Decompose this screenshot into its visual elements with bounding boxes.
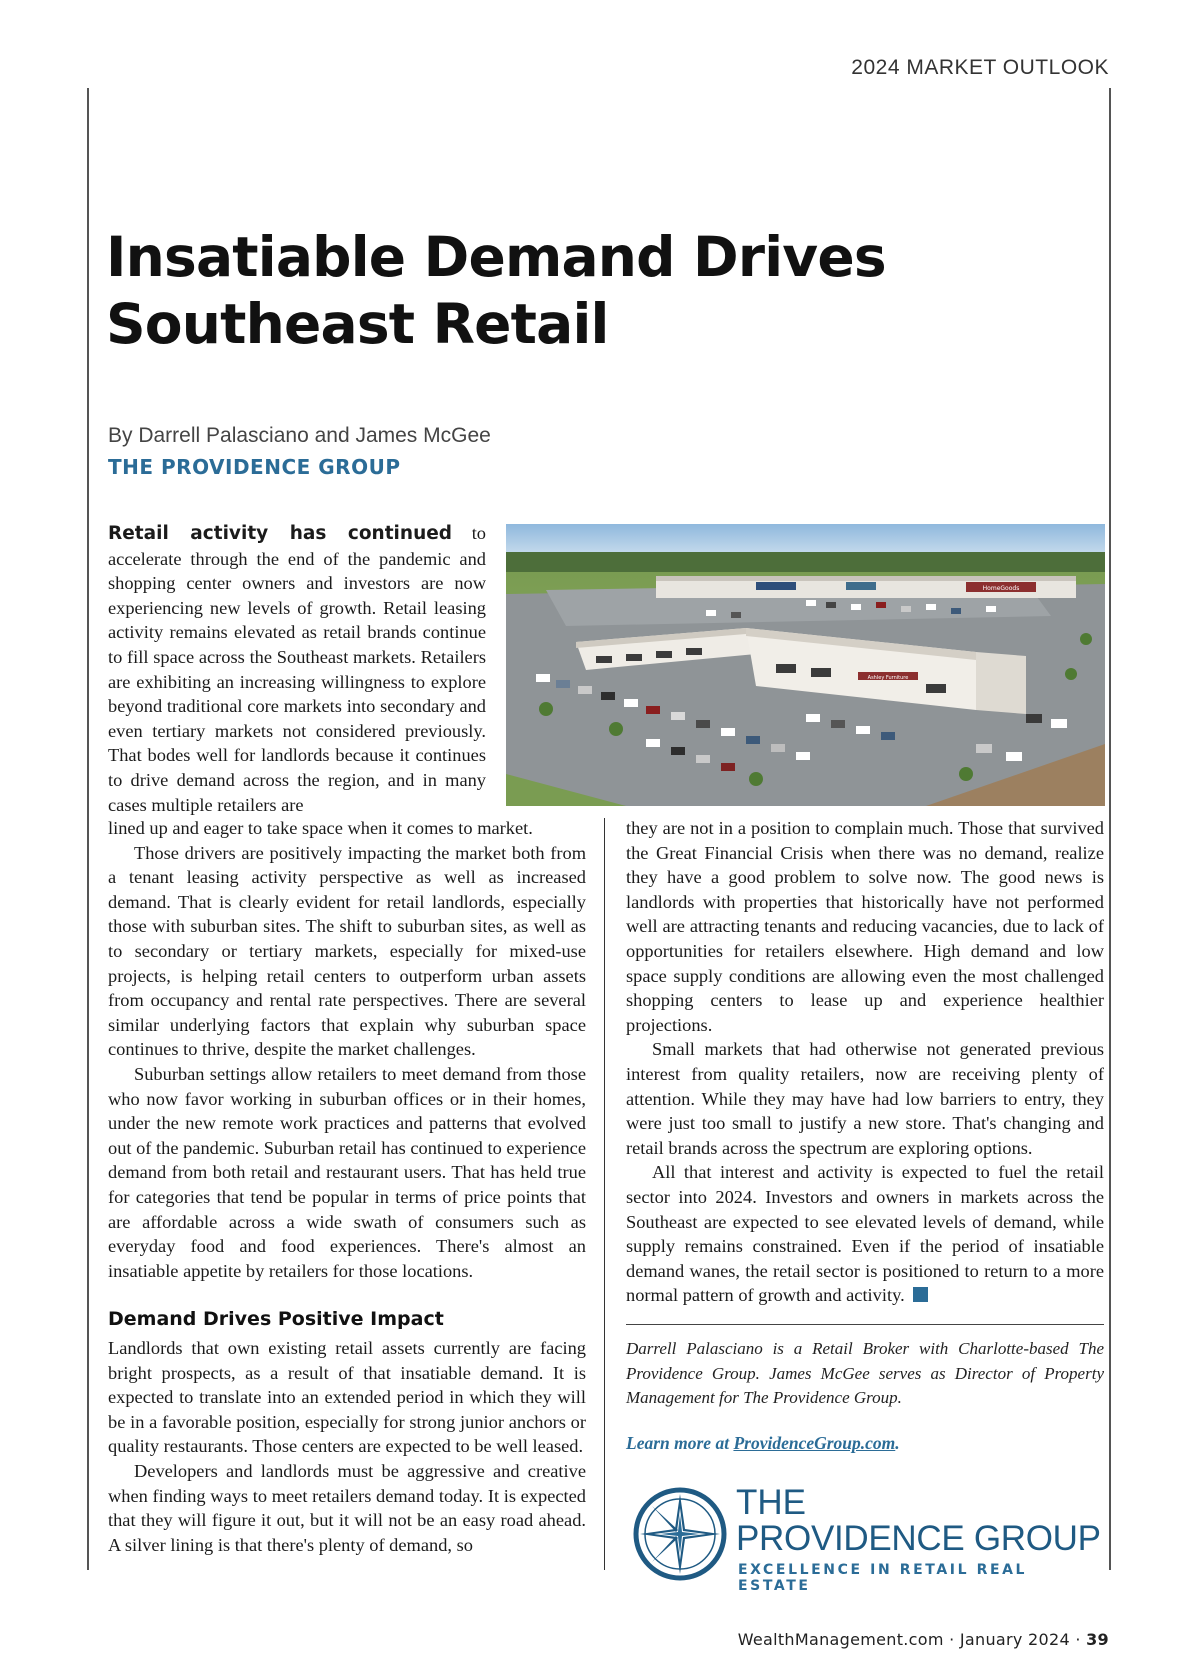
headline-line-1: Insatiable Demand Drives bbox=[106, 225, 886, 289]
paragraph-4: Landlords that own existing retail assets currently are facing bright prospects, as a result of that insatiable demand. It is expected to translate into an extended period in which they will be in a favorable position, especially for strong junior anchors or quality restaurants. Those centers are expected to be well leased. bbox=[108, 1338, 586, 1457]
author-organization: THE PROVIDENCE GROUP bbox=[108, 455, 401, 479]
paragraph-8: All that interest and activity is expected to fuel the retail sector into 2024. Investors and owners in markets across the Southeast are expected to see elevated levels of demand, while supply remains constrained. Even if the period of insatiable demand wanes, the retail sector is positioned to return to a more normal pattern of growth and activity. bbox=[626, 1162, 1104, 1306]
left-column-continued bbox=[108, 1336, 586, 1557]
learn-more bbox=[626, 1433, 900, 1454]
page-number: 39 bbox=[1086, 1630, 1109, 1649]
intro-tail: lined up and eager to take space when it comes to market. bbox=[108, 818, 533, 838]
paragraph-6: they are not in a position to complain much. Those that survived the Great Financial Crisis when there was no demand, realize they have a good problem to solve now. The good news is landlords with properties that historically have not performed well are attracting tenants and reducing vacancies, due to lack of opportunities for retailers elsewhere. High demand and low space supply conditions are allowing even the most challenged shopping centers to lease up and experience healthier projections. bbox=[626, 818, 1104, 1035]
learn-more-suffix: . bbox=[895, 1433, 900, 1453]
intro-text: to accelerate through the end of the pandemic and shopping center owners and investors are now experiencing new levels of growth. Retail leasing activity remains elevated as retail brands continue to fill space across the Southeast markets. Retailers are exhibiting an increasing willingness to explore beyond traditional core markets into secondary and even tertiary markets not considered previously. That bodes well for landlords because it continues to drive demand across the region, and in many cases multiple retailers are bbox=[108, 523, 486, 815]
right-column bbox=[626, 816, 1104, 1308]
page-footer bbox=[738, 1630, 1109, 1649]
article-headline bbox=[106, 224, 1006, 358]
byline: By Darrell Palasciano and James McGee bbox=[108, 424, 491, 447]
paragraph-7: Small markets that had otherwise not generated previous interest from quality retailers, now are receiving plenty of attention. While they may have had low barriers to entry, they were just too small to justify a new store. That's changing and retail brands across the spectrum are exploring options. bbox=[626, 1039, 1104, 1158]
left-margin-rule bbox=[87, 88, 89, 1570]
logo-tagline: EXCELLENCE IN RETAIL REAL ESTATE bbox=[738, 1562, 1028, 1594]
column-divider bbox=[604, 818, 605, 1570]
providence-group-link[interactable]: ProvidenceGroup.com bbox=[733, 1433, 896, 1453]
homegoods-sign: HomeGoods bbox=[982, 585, 1020, 592]
logo-line-2: PROVIDENCE GROUP bbox=[736, 1519, 1101, 1558]
author-bio: Darrell Palasciano is a Retail Broker with Charlotte-based The Providence Group. James McGee serves as Director of Property Management for The Providence Group. bbox=[626, 1339, 1104, 1407]
learn-more-prefix: Learn more at bbox=[626, 1433, 734, 1453]
paragraph-5: Developers and landlords must be aggressive and creative when finding ways to meet retailers demand today. It is expected that they will figure it out, but it will not be an easy road ahead. A silver lining is that there's plenty of demand, so bbox=[108, 1460, 586, 1555]
left-column bbox=[108, 816, 586, 1283]
paragraph-3: Suburban settings allow retailers to meet demand from those who now favor working in suburban offices or in their homes, under the new remote work practices and patterns that evolved out of the pandemic. Suburban retail has continued to experience demand from both retail and restaurant users. That has held true for categories that tend be popular in terms of price points that are affordable across a wide swath of consumers such as everyday food and food experiences. There's almost an insatiable appetite by retailers for those locations. bbox=[108, 1063, 586, 1281]
shopping-center-photo bbox=[506, 524, 1105, 806]
bio-divider bbox=[626, 1324, 1104, 1325]
section-label: 2024 MARKET OUTLOOK bbox=[851, 56, 1109, 79]
section-subhead: Demand Drives Positive Impact bbox=[108, 1308, 444, 1330]
headline-line-2: Southeast Retail bbox=[106, 292, 609, 356]
footer-publication: WealthManagement.com · January 2024 · bbox=[737, 1630, 1087, 1649]
compass-star-icon bbox=[632, 1486, 728, 1582]
logo-line-1: THE bbox=[736, 1483, 806, 1522]
providence-group-logo bbox=[632, 1483, 1102, 1594]
end-of-article-mark bbox=[913, 1287, 928, 1302]
right-margin-rule bbox=[1109, 88, 1111, 1570]
intro-paragraph bbox=[108, 521, 486, 817]
paragraph-2: Those drivers are positively impacting the market both from a tenant leasing activity perspective as well as increased demand. That is clearly evident for retail landlords, especially those with suburban sites. The shift to suburban sites, as well as to secondary or tertiary markets, especially for mixed-use projects, is helping retail centers to outperform urban assets from occupancy and rental rate perspectives. There are several similar underlying factors that explain why suburban space continues to thrive, despite the market challenges. bbox=[108, 842, 586, 1060]
ashley-sign: Ashley Furniture bbox=[867, 675, 909, 681]
lead-in: Retail activity has continued bbox=[108, 523, 453, 544]
